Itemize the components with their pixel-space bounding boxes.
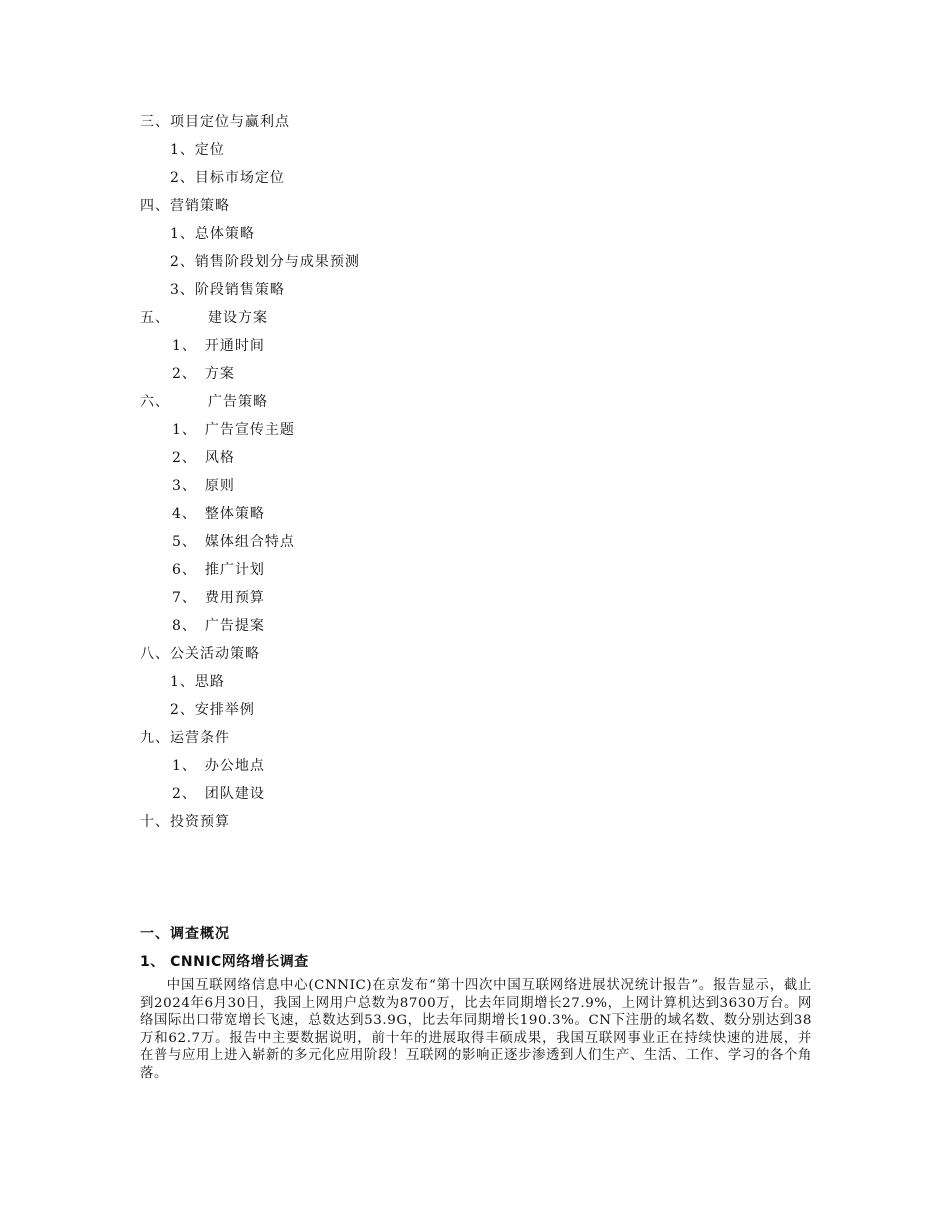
- toc-item: [140, 528, 800, 556]
- toc-number: 十、: [140, 814, 170, 830]
- toc-number: 八、: [140, 646, 170, 662]
- toc-number: 6、: [172, 562, 197, 578]
- toc-text: 广告宣传主题: [204, 422, 295, 438]
- section-paragraph: 中国互联网络信息中心(CNNIC)在京发布“第十四次中国互联网络进展状况统计报告”。报告显示，截止到2024年6月30日，我国上网用户总数为8700万，比去年同期增长27.9%，上网计算机达到3630万台。网络国际出口带宽增长飞速，总数达到53.9G，比去年同期增长190.3%。CN下注册的域名数、数分别达到38万和62.7万。报告中主要数据说明，前十年的进展取得丰硕成果，我国互联网事业正在持续快速的进展，并在普与应用上进入崭新的多元化应用阶段！互联网的影响正逐步渗透到人们生产、生活、工作、学习的各个角落。: [140, 978, 813, 1081]
- toc-number: 2、: [172, 786, 197, 802]
- toc-item: [140, 500, 800, 528]
- toc-number: 六、: [140, 394, 170, 410]
- toc-number: 1、: [170, 142, 195, 158]
- toc-text: 营销策略: [170, 198, 230, 214]
- toc-number: 2、: [170, 170, 195, 186]
- toc-text: 方案: [204, 366, 235, 382]
- toc-item: [140, 220, 800, 248]
- toc-item: [140, 248, 800, 276]
- toc-item: [140, 696, 800, 724]
- toc-item: [140, 584, 800, 612]
- toc-item: [140, 472, 800, 500]
- toc-text: 广告提案: [204, 618, 265, 634]
- toc-number: 3、: [172, 478, 197, 494]
- toc-text: 办公地点: [204, 758, 265, 774]
- toc-heading: [140, 724, 800, 752]
- toc-heading: [140, 388, 800, 416]
- toc-text: 思路: [194, 674, 225, 690]
- toc-number: 九、: [140, 730, 170, 746]
- toc-text: 定位: [194, 142, 225, 158]
- toc-item: [140, 752, 800, 780]
- section-heading: 一、调查概况: [140, 926, 230, 942]
- toc-item: [140, 780, 800, 808]
- toc-item: [140, 332, 800, 360]
- toc-text: 总体策略: [194, 226, 255, 242]
- toc-number: 1、: [170, 674, 195, 690]
- toc-text: 原则: [204, 478, 235, 494]
- toc-number: 1、: [172, 758, 197, 774]
- toc-text: 阶段销售策略: [194, 282, 285, 298]
- toc-text: 投资预算: [170, 814, 230, 830]
- toc-number: 8、: [172, 618, 197, 634]
- toc-number: 四、: [140, 198, 170, 214]
- section-subheading: 1、 CNNIC网络增长调查: [140, 954, 309, 970]
- toc-number: 3、: [170, 282, 195, 298]
- toc-number: 2、: [172, 450, 197, 466]
- toc-number: 2、: [172, 366, 197, 382]
- survey-section: [140, 920, 812, 1082]
- toc-item: [140, 612, 800, 640]
- toc-text: 目标市场定位: [194, 170, 285, 186]
- toc-text: 团队建设: [204, 786, 265, 802]
- toc-number: 5、: [172, 534, 197, 550]
- toc-number: 三、: [140, 114, 170, 130]
- toc-text: 建设方案: [208, 310, 268, 326]
- toc-text: 项目定位与赢利点: [170, 114, 290, 130]
- toc-heading: [140, 304, 800, 332]
- toc-text: 安排举例: [194, 702, 255, 718]
- toc-heading: [140, 640, 800, 668]
- toc-text: 公关活动策略: [170, 646, 260, 662]
- toc-text: 费用预算: [204, 590, 265, 606]
- toc-text: 整体策略: [204, 506, 265, 522]
- toc-number: 2、: [170, 254, 195, 270]
- toc-number: 1、: [172, 338, 197, 354]
- toc-item: [140, 136, 800, 164]
- toc-item: [140, 164, 800, 192]
- toc-item: [140, 416, 800, 444]
- toc-text: 销售阶段划分与成果预测: [194, 254, 360, 270]
- toc-text: 运营条件: [170, 730, 230, 746]
- toc-item: [140, 276, 800, 304]
- toc-text: 广告策略: [208, 394, 268, 410]
- toc-heading: [140, 192, 800, 220]
- toc-number: 2、: [170, 702, 195, 718]
- toc-number: 1、: [170, 226, 195, 242]
- toc-number: 1、: [172, 422, 197, 438]
- toc-item: [140, 556, 800, 584]
- toc-item: [140, 444, 800, 472]
- toc-text: 开通时间: [204, 338, 265, 354]
- toc-number: 五、: [140, 310, 170, 326]
- table-of-contents: [140, 108, 800, 836]
- toc-item: [140, 360, 800, 388]
- toc-heading: [140, 108, 800, 136]
- toc-heading: [140, 808, 800, 836]
- toc-text: 风格: [204, 450, 235, 466]
- toc-number: 4、: [172, 506, 197, 522]
- toc-number: 7、: [172, 590, 197, 606]
- toc-item: [140, 668, 800, 696]
- toc-text: 推广计划: [204, 562, 265, 578]
- toc-text: 媒体组合特点: [204, 534, 295, 550]
